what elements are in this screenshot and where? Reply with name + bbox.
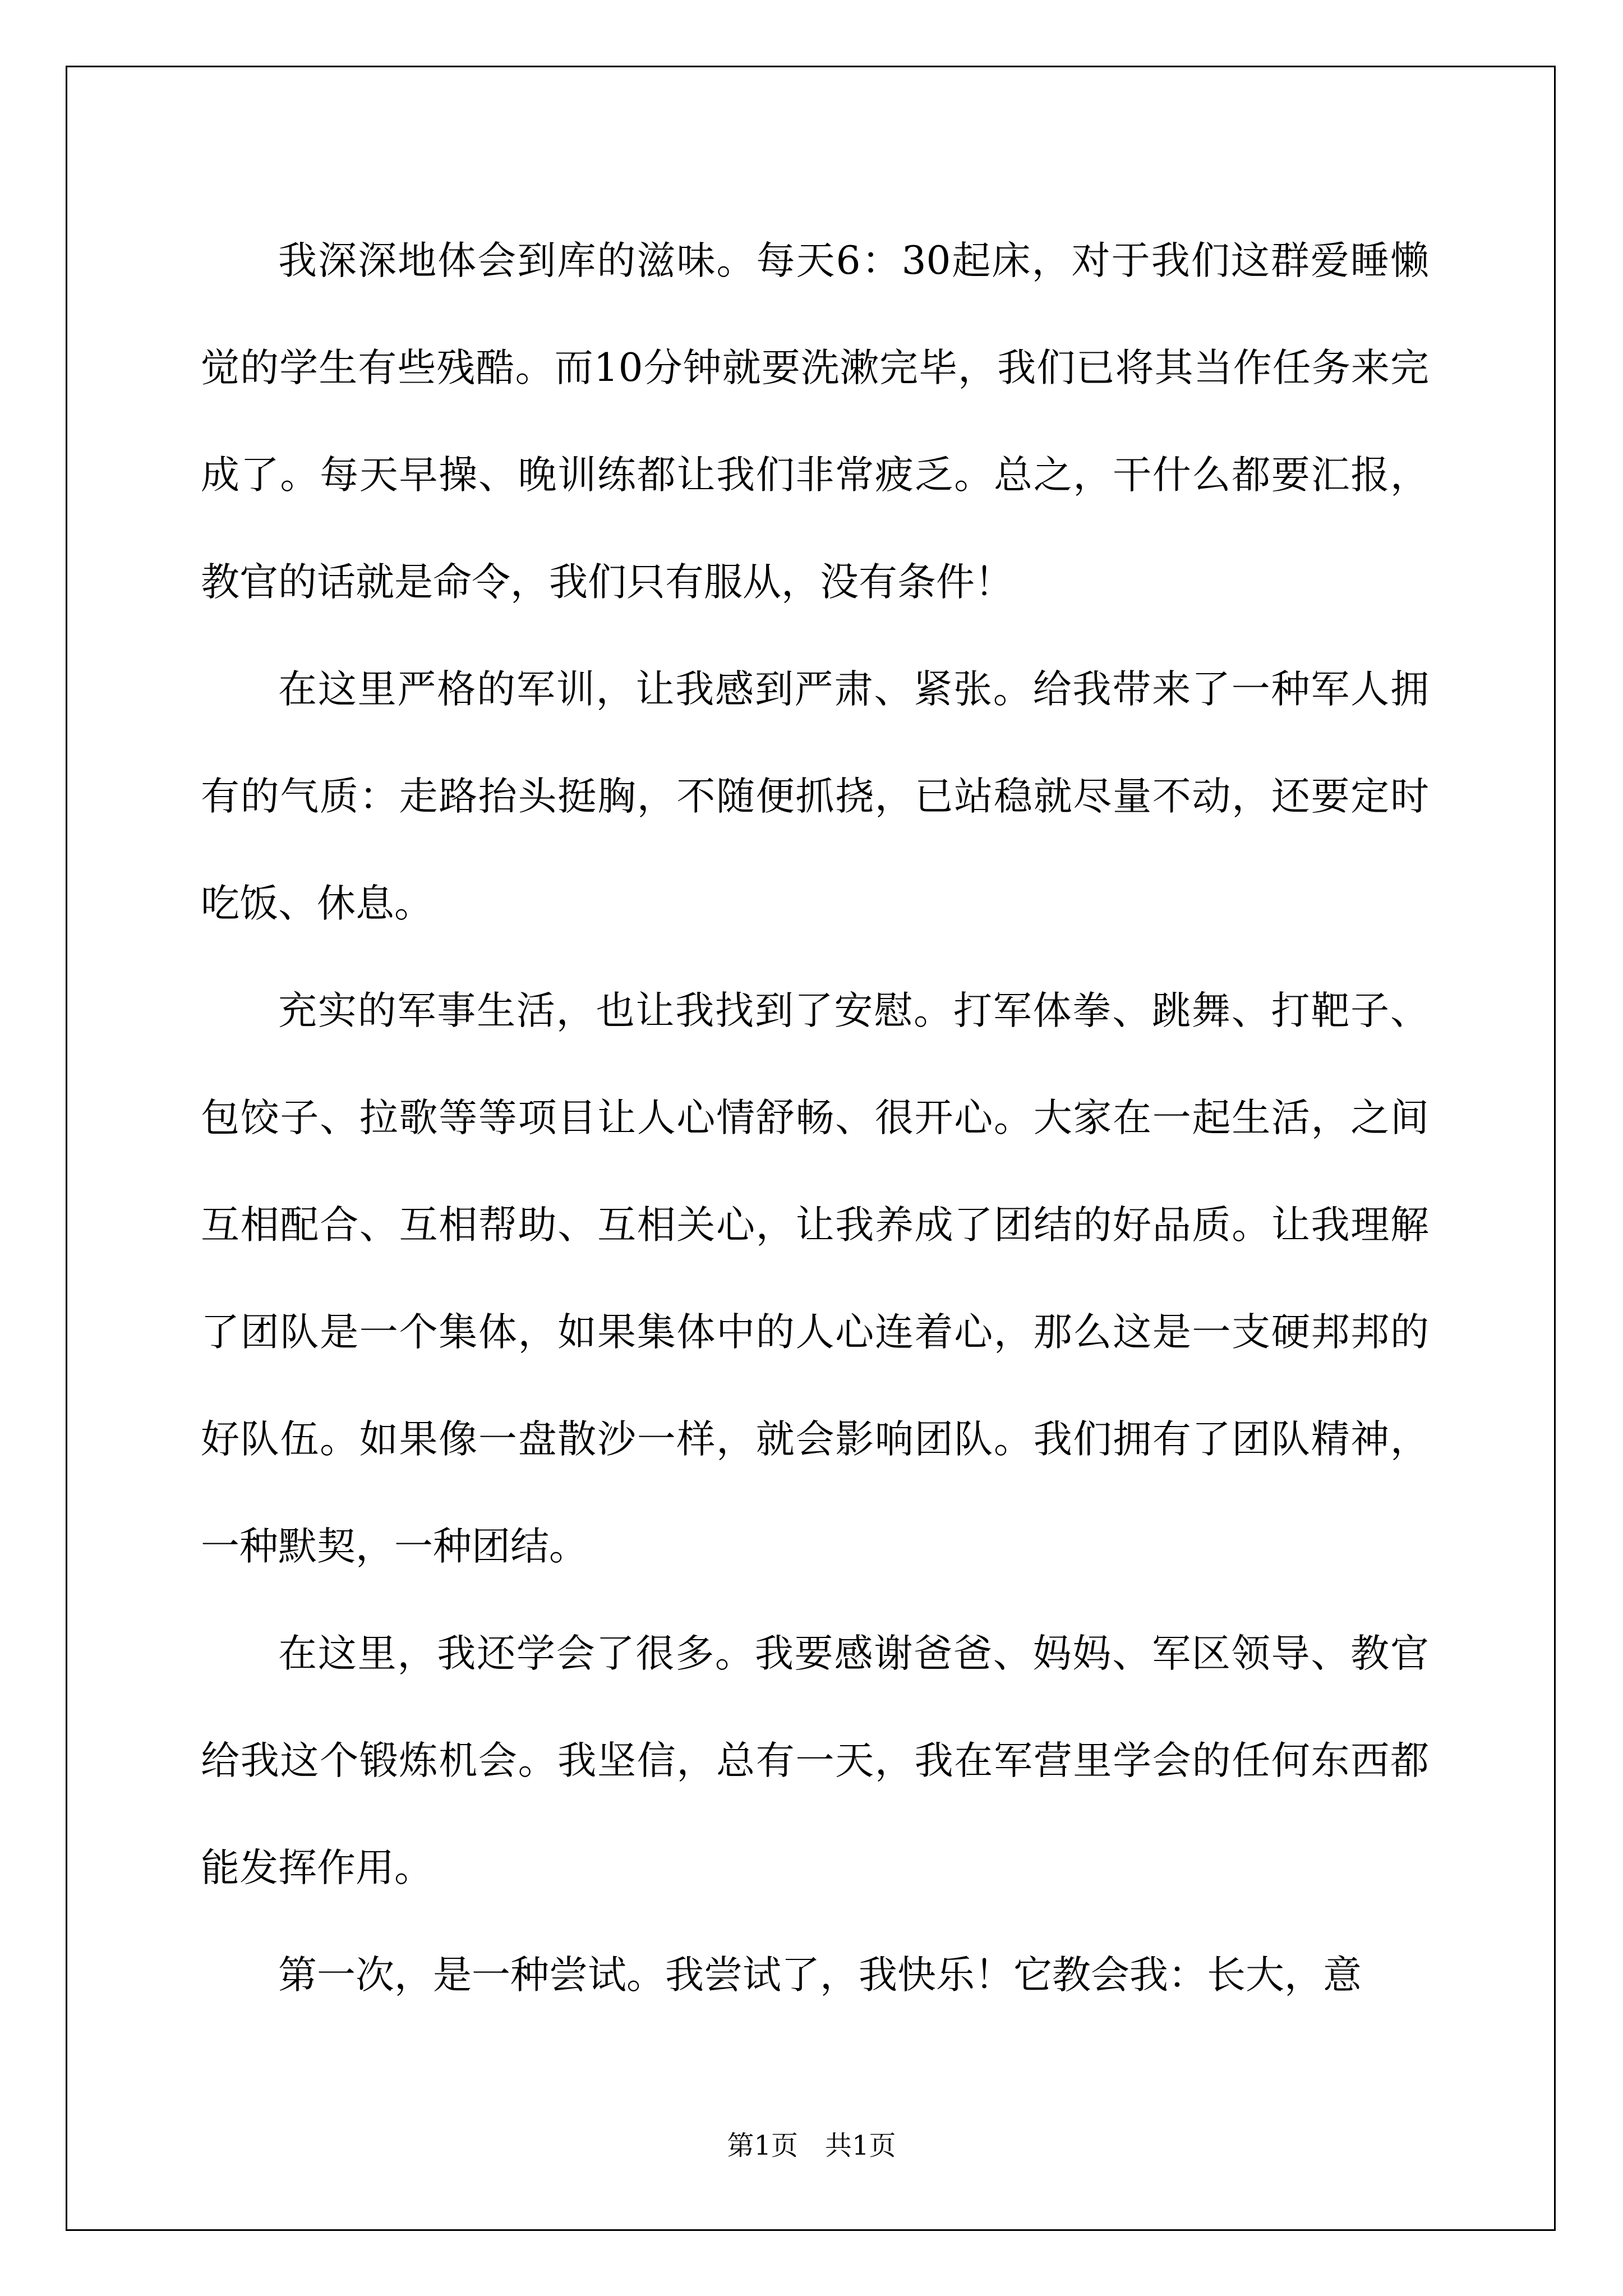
paragraph-3: 充实的军事生活，也让我找到了安慰。打军体拳、跳舞、打靶子、包饺子、拉歌等等项目让人心情舒畅、很开心。大家在一起生活，之间互相配合、互相帮助、互相关心，让我养成了团结的好品质。让我理解了团队是一个集体，如果集体中的人心连着心，那么这是一支硬邦邦的好队伍。如果像一盘散沙一样，就会影响团队。我们拥有了团队精神，一种默契，一种团结。 (201, 988, 1429, 1569)
paragraph-2: 在这里严格的军训，让我感到严肃、紧张。给我带来了一种军人拥有的气质：走路抬头挺胸，不随便抓挠，已站稳就尽量不动，还要定时吃饭、休息。 (201, 667, 1429, 926)
paragraph-5: 第一次，是一种尝试。我尝试了，我快乐！它教会我：长大，意 (278, 1953, 1362, 1998)
document-body (201, 208, 1429, 2029)
page-footer (0, 2129, 1623, 2162)
page-number: 第1页 (727, 2130, 798, 2161)
page-total: 共1页 (825, 2130, 896, 2161)
paragraph-4: 在这里，我还学会了很多。我要感谢爸爸、妈妈、军区领导、教官给我这个锻炼机会。我坚信，总有一天，我在军营里学会的任何东西都能发挥作用。 (201, 1631, 1429, 1890)
paragraph-1: 我深深地体会到库的滋味。每天6：30起床，对于我们这群爱睡懒觉的学生有些残酷。而10分钟就要洗漱完毕，我们已将其当作任务来完成了。每天早操、晚训练都让我们非常疲乏。总之，干什么都要汇报，教官的话就是命令，我们只有服从，没有条件！ (201, 238, 1429, 605)
